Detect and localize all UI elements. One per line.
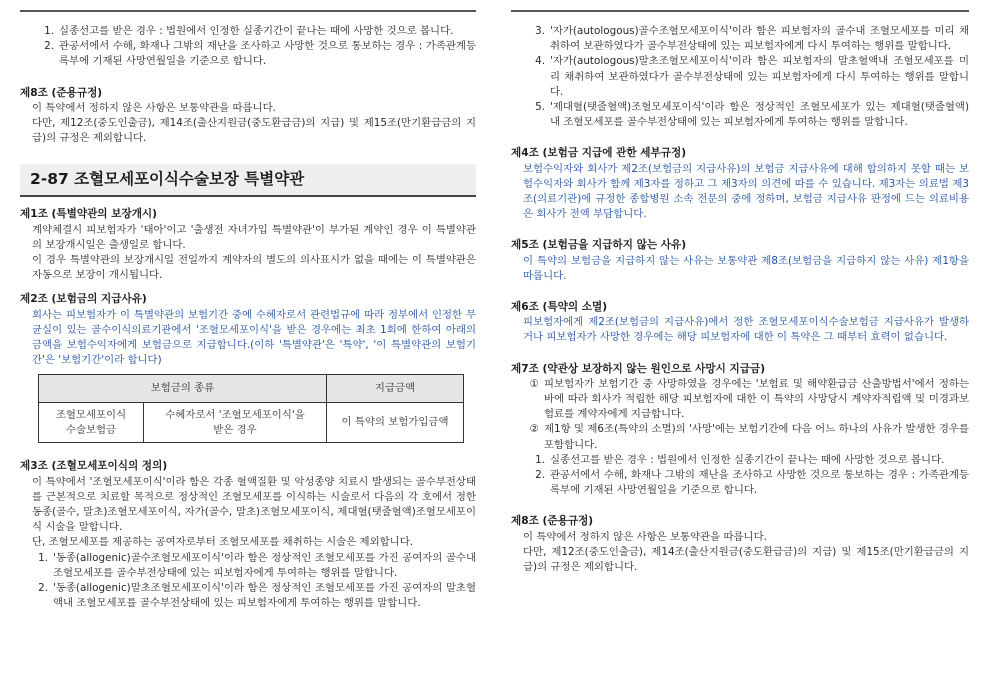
- transplant-types-list-continued: [511, 24, 969, 130]
- list-item: [511, 377, 969, 423]
- article-8-text-1-right: 이 특약에서 정하지 않은 사항은 보통약관을 따릅니다.: [523, 530, 767, 543]
- article-8-text-2-right: 다만, 제12조(중도인출금), 제14조(출산지원금(중도환급금)의 지급) 및 제15조(만기환급금의 지급)의 규정은 제외합니다.: [523, 545, 969, 574]
- list-item-number: 3.: [535, 25, 545, 37]
- article-7-sublist: [511, 453, 969, 499]
- article-3-text-1: 이 특약에서 '조혈모세포이식'이라 함은 각종 혈액질환 및 악성종양 치료시 발생되는 골수부전상태를 근본적으로 치료할 목적으로 정상적인 조혈모세포를 이식하는 시술로서 다음의 각 호에서 정한 동종(골수, 말초)조혈모세포이식, 자가(골수, 말초)조혈모세포이식, 제대혈(탯줄혈액)조혈모세포이식 시술을 말합니다.: [32, 475, 476, 534]
- article-8-text-1: 이 특약에서 정하지 않은 사항은 보통약관을 따릅니다.: [32, 101, 276, 114]
- table-cell-condition: 수혜자로서 '조혈모세포이식'을 받은 경우: [144, 403, 327, 443]
- article-5-heading: 제5조 (보험금을 지급하지 않는 사유): [511, 239, 687, 252]
- list-item-text: 관공서에서 수해, 화재나 그밖의 재난을 조사하고 사망한 것으로 통보하는 경우 : 가족관계등록부에 기재된 사망연월일을 기준으로 합니다.: [59, 40, 476, 68]
- article-2-text: 회사는 피보험자가 이 특별약관의 보험기간 중에 수혜자로서 관련법규에 따라 정부에서 인정한 무균실이 있는 골수이식의료기관에서 '조혈모세포이식'을 받은 경우에는 최초 1회에 한하여 아래의 금액을 보험수익자에게 보험금으로 지급합니다.(이하 '특별약관'은 '특약', '이 특별약관의 보험기간'은 '보험기간'이라 합니다): [32, 308, 476, 367]
- list-item-number: 2.: [38, 582, 48, 595]
- list-item-text: '동종(allogenic)말초조혈모세포이식'이라 함은 정상적인 조혈모세포를 가진 공여자의 말초혈액내 조혈모세포를 골수부전상태에 있는 피보험자에게 투여하는 행위를 말합니다.: [53, 582, 476, 610]
- table-row: [39, 403, 464, 443]
- list-item: [20, 39, 476, 69]
- list-item-number: 1.: [38, 551, 48, 564]
- list-item-text: '자가(autologous)말초조혈모세포이식'이라 함은 피보험자의 말초혈액내 조혈모세포를 미리 채취하여 보관하였다가 골수부전상태에 있는 피보험자에게 다시 투여하는 행위를 말합니다.: [550, 55, 969, 98]
- list-item: [511, 24, 969, 54]
- list-item-text: '제대혈(탯줄혈액)조혈모세포이식'이라 함은 정상적인 조혈모세포가 있는 제대혈(탯줄혈액)내 조혈모세포를 골수부전상태에 있는 피보험자에게 투여하는 행위를 말합니다.: [550, 101, 969, 129]
- article-8-text-2: 다만, 제12조(중도인출금), 제14조(출산지원금(중도환급금)의 지급) 및 제15조(만기환급금의 지급)의 규정은 제외합니다.: [32, 117, 476, 145]
- article-4-text: 보험수익자와 회사가 제2조(보험금의 지급사유)의 보험금 지급사유에 대해 합의하지 못할 때는 보험수익자와 회사가 함께 제3자를 정하고 그 제3자의 의견에 따를 수 있습니다. 제3자는 의료법 제3조(의료기관)에 규정한 종합병원 소속 전문의 중에 정하며, 보험금 지급사유 판정에 드는 의료비용은 회사가 전액 부담합니다.: [523, 162, 969, 221]
- list-item-number: 1.: [44, 25, 54, 37]
- table-cell-benefit-name: 조혈모세포이식 수술보험금: [39, 403, 144, 443]
- article-7-heading: 제7조 (약관상 보장하지 않는 원인으로 사망시 지급금): [511, 362, 766, 375]
- article-3-text-2: 단, 조혈모세포를 제공하는 공여자로부터 조혈모세포를 채취하는 시술은 제외합니다.: [32, 536, 414, 549]
- list-item: [20, 24, 476, 39]
- right-column: [511, 24, 969, 575]
- list-item-text: 피보험자가 보험기간 중 사망하였을 경우에는 '보험료 및 해약환급금 산출방법서'에서 정하는 바에 따라 회사가 적립한 해당 피보험자에 대한 이 특약의 사망당시 계약자적립액 및 미경과보험료를 계약자에게 지급합니다.: [544, 377, 969, 421]
- top-rule-right: [511, 10, 969, 12]
- top-rule-left: [20, 10, 476, 12]
- article-6-heading: 제6조 (특약의 소멸): [511, 301, 608, 314]
- article-8-heading-right: 제8조 (준용규정): [511, 515, 594, 528]
- table-header-row: [39, 375, 464, 403]
- list-item: [20, 581, 476, 611]
- list-item: [20, 551, 476, 581]
- benefit-table: [38, 374, 464, 443]
- left-column: [20, 24, 476, 611]
- article-6-text: 피보험자에게 제2조(보험금의 지급사유)에서 정한 조혈모세포이식수술보험금 지급사유가 발생하거나 피보험자가 사망한 경우에는 해당 피보험자에 대한 이 특약은 그 때부터 효력이 없습니다.: [523, 316, 969, 344]
- table-header-type: 보험금의 종류: [39, 375, 327, 403]
- list-item-number: 2.: [44, 40, 54, 53]
- list-item-number: 5.: [535, 101, 545, 114]
- list-item-text: '동종(allogenic)골수조혈모세포이식'이라 함은 정상적인 조혈모세포를 가진 공여자의 골수내 조혈모세포를 골수부전상태에 있는 피보험자에게 투여하는 행위를 말합니다.: [53, 551, 476, 579]
- list-item: [511, 453, 969, 468]
- list-item-text: 실종선고를 받은 경우 : 법원에서 인정한 실종기간이 끝나는 때에 사망한 것으로 봅니다.: [59, 25, 454, 37]
- article-1-heading: 제1조 (특별약관의 보장개시): [20, 208, 157, 221]
- list-item: [511, 100, 969, 130]
- list-item: [511, 468, 969, 498]
- article-8-heading: 제8조 (준용규정): [20, 86, 103, 99]
- list-item-text: 관공서에서 수해, 화재나 그밖의 재난을 조사하고 사망한 것으로 통보하는 경우 : 가족관계등록부에 기재된 사망연월일을 기준으로 합니다.: [550, 469, 969, 497]
- death-conditions-list: [20, 24, 476, 70]
- article-2-heading: 제2조 (보험금의 지급사유): [20, 293, 147, 306]
- list-item-text: 실종선고를 받은 경우 : 법원에서 인정한 실종기간이 끝나는 때에 사망한 것으로 봅니다.: [550, 453, 945, 466]
- article-1-text-1: 계약체결시 피보험자가 '태아'이고 '출생전 자녀가입 특별약관'이 부가된 계약인 경우 이 특별약관의 보장개시일은 출생일로 합니다.: [32, 223, 476, 251]
- list-item: [511, 54, 969, 100]
- list-item-text: '자가(autologous)골수조혈모세포이식'이라 함은 피보험자의 골수내 조혈모세포를 미리 채취하여 보관하였다가 골수부전상태에 있는 피보험자에게 다시 투여하는 행위를 말합니다.: [550, 25, 969, 53]
- article-3-heading: 제3조 (조혈모세포이식의 정의): [20, 460, 168, 473]
- transplant-types-list: [20, 551, 476, 612]
- list-item: [511, 422, 969, 452]
- article-7-list: [511, 377, 969, 453]
- section-title-banner: [20, 164, 476, 197]
- list-item-number: 1.: [535, 453, 545, 466]
- list-item-text: 제1항 및 제6조(특약의 소멸)의 '사망'에는 보험기간에 다음 어느 하나의 사유가 발생한 경우를 포함합니다.: [544, 423, 969, 451]
- list-item-number: ②: [529, 423, 539, 436]
- list-item-number: ①: [529, 377, 539, 390]
- table-header-amount: 지급금액: [327, 375, 464, 403]
- article-5-text: 이 특약의 보험금을 지급하지 않는 사유는 보통약관 제8조(보험금을 지급하지 않는 사유) 제1항을 따릅니다.: [523, 254, 969, 282]
- table-cell-amount: 이 특약의 보험가입금액: [327, 403, 464, 443]
- article-4-heading: 제4조 (보험금 지급에 관한 세부규정): [511, 147, 687, 160]
- article-1-text-2: 이 경우 특별약관의 보장개시일 전일까지 계약자의 별도의 의사표시가 없을 때에는 이 특별약관은 자동으로 보장이 개시됩니다.: [32, 254, 476, 282]
- list-item-number: 2.: [535, 469, 545, 482]
- section-title: 2-87 조혈모세포이식수술보장 특별약관: [30, 170, 305, 189]
- list-item-number: 4.: [535, 55, 545, 68]
